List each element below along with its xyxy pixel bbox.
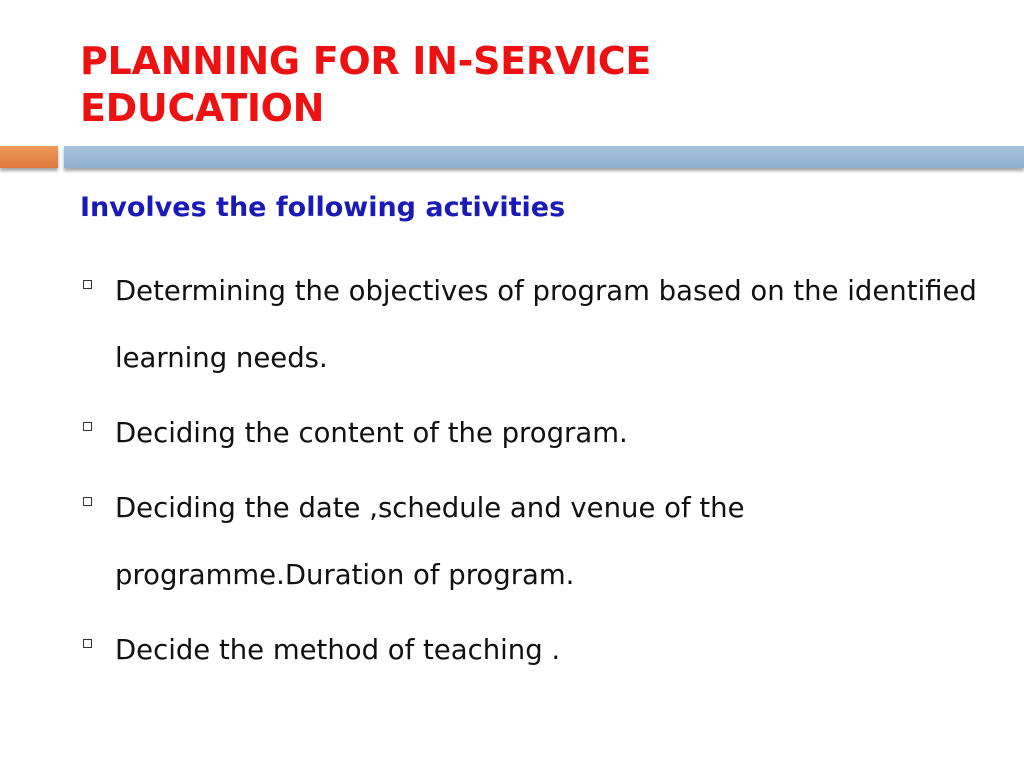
slide-title — [80, 38, 980, 132]
accent-bar-blue — [64, 146, 1024, 168]
bullet-item — [80, 617, 980, 684]
hollow-square-icon — [83, 280, 92, 289]
hollow-square-icon — [83, 422, 92, 431]
bullet-item — [80, 475, 980, 609]
hollow-square-icon — [83, 497, 92, 506]
slide-subheading: Involves the following activities — [80, 192, 566, 223]
bullet-list — [80, 258, 980, 692]
bullet-item — [80, 258, 980, 392]
bullet-text: Decide the method of teaching . — [115, 634, 561, 666]
slide-title-line: PLANNING FOR IN-SERVICE — [80, 39, 651, 83]
hollow-square-icon — [83, 639, 92, 648]
bullet-text: Determining the objectives of program based on the identified learning needs. — [115, 275, 977, 374]
slide-title-line: EDUCATION — [80, 86, 325, 130]
bullet-item — [80, 400, 980, 467]
accent-bar-orange — [0, 146, 58, 168]
bullet-text: Deciding the date ,schedule and venue of the programme.Duration of program. — [115, 492, 745, 591]
bullet-text: Deciding the content of the program. — [115, 417, 628, 449]
